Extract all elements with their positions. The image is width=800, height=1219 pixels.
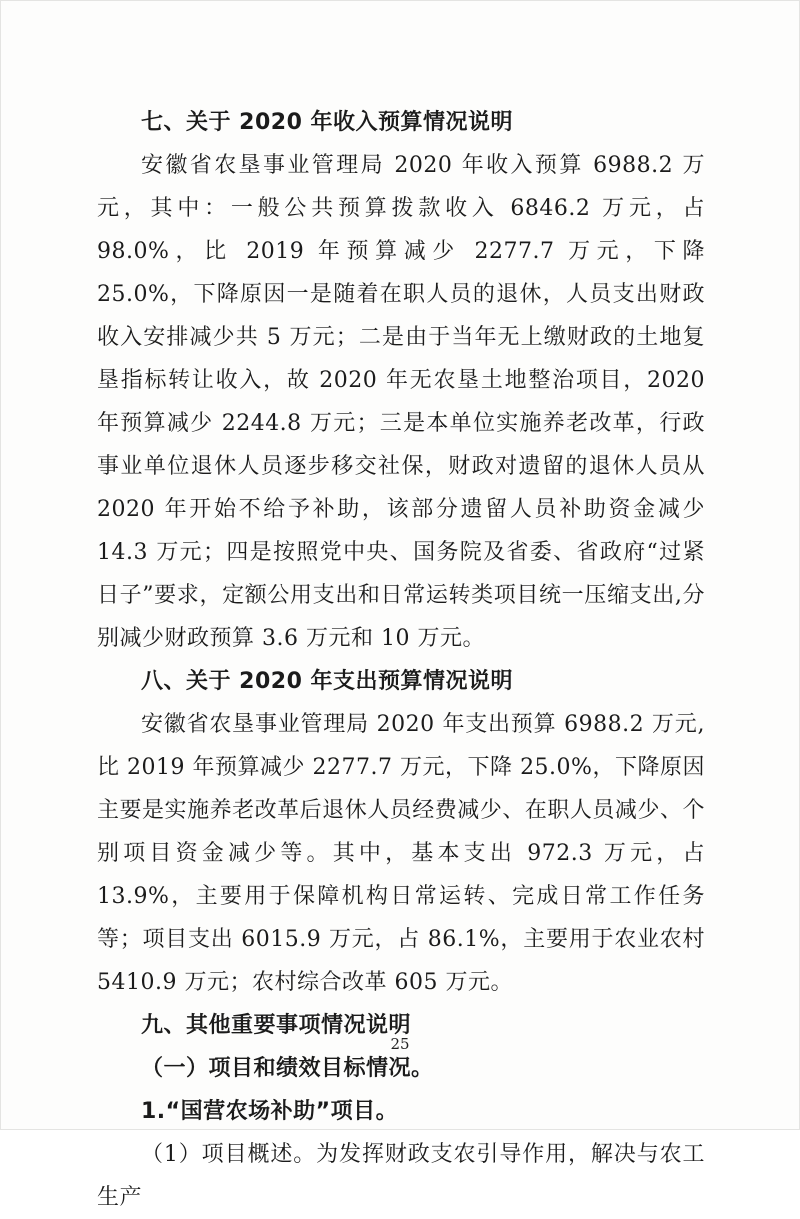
subheading-state-farm-subsidy-project: 1.“国营农场补助”项目。 — [141, 1099, 399, 1124]
section-heading-other-important-matters: 九、其他重要事项情况说明 — [141, 1013, 412, 1038]
subheading-project-performance-targets: （一）项目和绩效目标情况。 — [141, 1056, 434, 1081]
section-heading-expenditure-budget: 八、关于 2020 年支出预算情况说明 — [141, 669, 514, 694]
paragraph-expenditure-budget-explanation: 安徽省农垦事业管理局 2020 年支出预算 6988.2 万元,比 2019 年预算减少 2277.7 万元，下降 25.0%，下降原因主要是实施养老改革后退休人员经费减少、在职人员减少、个别项目资金减少等。其中，基本支出 972.3 万元，占 13.9%，主要用于保障机构日常运转、完成日常工作任务等；项目支出 6015.9 万元，占 86.1%，主要用于农业农村 5410.9 万元；农村综合改革 605 万元。 — [97, 712, 705, 995]
section-heading-revenue-budget: 七、关于 2020 年收入预算情况说明 — [141, 110, 514, 135]
paragraph-revenue-budget-explanation: 安徽省农垦事业管理局 2020 年收入预算 6988.2 万元，其中：一般公共预算拨款收入 6846.2 万元，占 98.0%，比 2019 年预算减少 2277.7 万元，下降 25.0%，下降原因一是随着在职人员的退休，人员支出财政收入安排减少共 5 万元；二是由于当年无上缴财政的土地复垦指标转让收入，故 2020 年无农垦土地整治项目，2020 年预算减少 2244.8 万元；三是本单位实施养老改革，行政事业单位退休人员逐步移交社保，财政对遗留的退休人员从 2020 年开始不给予补助，该部分遗留人员补助资金减少 14.3 万元；四是按照党中央、国务院及省委、省政府“过紧日子”要求，定额公用支出和日常运转类项目统一压缩支出,分别减少财政预算 3.6 万元和 10 万元。 — [97, 153, 705, 651]
page-number: 25 — [390, 1035, 410, 1053]
paragraph-project-overview: （1）项目概述。为发挥财政支农引导作用，解决与农工生产 — [97, 1142, 705, 1210]
